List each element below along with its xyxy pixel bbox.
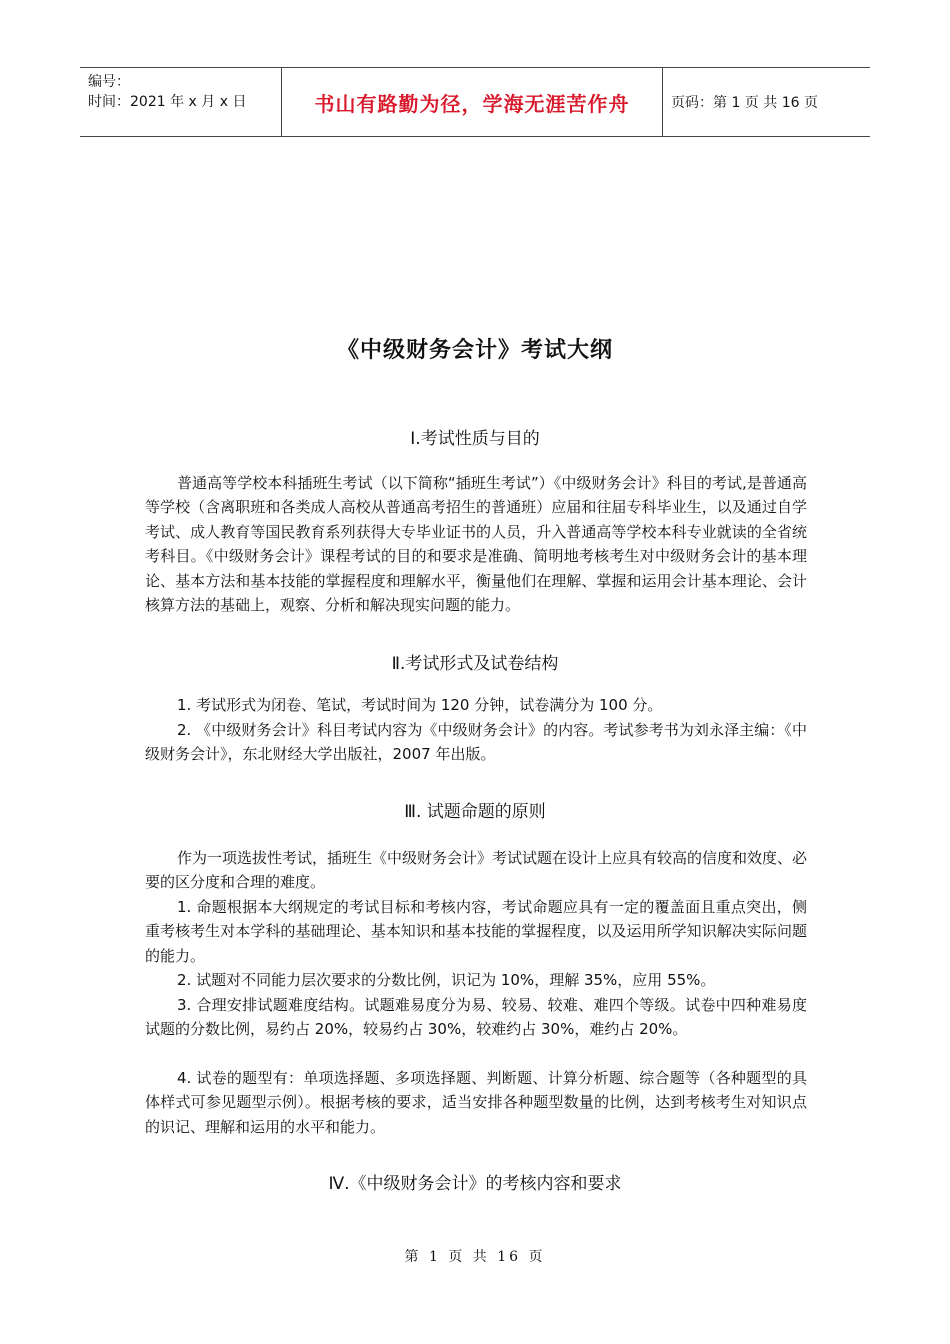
paragraph-exam-format: 1. 考试形式为闭卷、笔试，考试时间为 120 分钟，试卷满分为 100 分。	[177, 696, 663, 714]
paragraph-exam-content: 2. 《中级财务会计》科目考试内容为《中级财务会计》的内容。考试参考书为刘永泽主编：《中级财务会计》，东北财经大学出版社，2007 年出版。	[145, 721, 807, 764]
paragraph-principle-2: 2. 试题对不同能力层次要求的分数比例，识记为 10%，理解 35%，应用 55%。	[177, 971, 716, 989]
page-header	[80, 67, 870, 137]
header-page-info	[663, 68, 870, 136]
paragraph-principle-4: 4. 试卷的题型有：单项选择题、多项选择题、判断题、计算分析题、综合题等（各种题型的具体样式可参见题型示例）。根据考核的要求，适当安排各种题型数量的比例，达到考核考生对知识点的识记、理解和运用的水平和能力。	[145, 1069, 807, 1136]
paragraph-principle-1: 1. 命题根据本大纲规定的考试目标和考核内容，考试命题应具有一定的覆盖面且重点突出，侧重考核考生对本学科的基础理论、基本知识和基本技能的掌握程度，以及运用所学知识解决实际问题的能力。	[145, 898, 807, 965]
document-title: 《中级财务会计》考试大纲	[336, 338, 613, 363]
paragraph-principles-intro: 作为一项选拔性考试，插班生《中级财务会计》考试试题在设计上应具有较高的信度和效度、必要的区分度和合理的难度。	[145, 849, 808, 892]
page-footer: 第 1 页 共 16 页	[404, 1249, 546, 1265]
code-label: 编号：	[88, 74, 130, 90]
page-info: 页码：第 1 页 共 16 页	[671, 95, 818, 111]
section-heading-1: Ⅰ.考试性质与目的	[410, 429, 540, 449]
time-label: 时间：2021 年 x 月 x 日	[88, 94, 247, 110]
motto: 书山有路勤为径，学海无涯苦作舟	[314, 91, 630, 116]
header-meta	[80, 68, 281, 136]
section-heading-3: Ⅲ. 试题命题的原则	[404, 802, 546, 822]
paragraph-purpose: 普通高等学校本科插班生考试（以下简称“插班生考试”）《中级财务会计》科目的考试,是普通高等学校（含离职班和各类成人高校从普通高考招生的普通班）应届和往届专科毕业生，以及通过自学考试、成人教育等国民教育系列获得大专毕业证书的人员，升入普通高等学校本科专业就读的全省统考科目。《中级财务会计》课程考试的目的和要求是准确、简明地考核考生对中级财务会计的基本理论、基本方法和基本技能的掌握程度和理解水平，衡量他们在理解、掌握和运用会计基本理论、会计核算方法的基础上，观察、分析和解决现实问题的能力。	[145, 474, 807, 615]
header-motto-cell	[281, 68, 663, 136]
section-heading-4: Ⅳ.《中级财务会计》的考核内容和要求	[328, 1174, 622, 1194]
paragraph-principle-3: 3. 合理安排试题难度结构。试题难易度分为易、较易、较难、难四个等级。试卷中四种难易度试题的分数比例，易约占 20%，较易约占 30%，较难约占 30%，难约占 20%。	[145, 996, 807, 1039]
section-heading-2: Ⅱ.考试形式及试卷结构	[391, 654, 559, 674]
